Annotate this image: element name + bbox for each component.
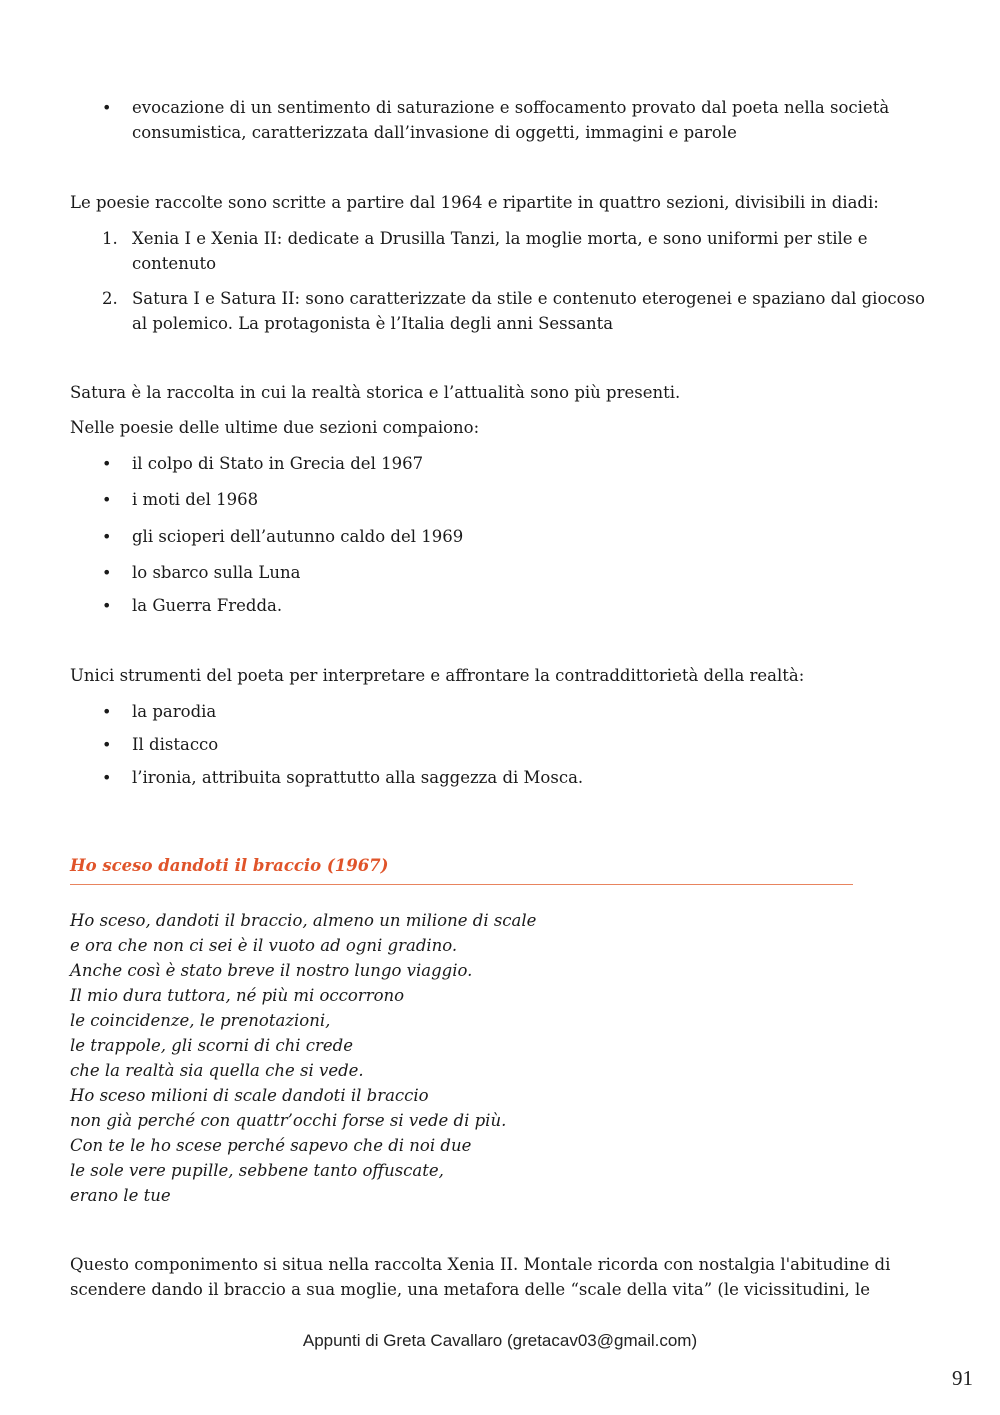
poem-text xyxy=(70,908,536,1208)
tools-bullet-list xyxy=(70,699,930,790)
poem-line: Ho sceso, dandoti il braccio, almeno un milione di scale xyxy=(70,911,537,930)
poem-line: Con te le ho scese perché sapevo che di noi due xyxy=(70,1136,472,1155)
list-item: • la Guerra Fredda. xyxy=(70,593,930,618)
paragraph-sections: Le poesie raccolte sono scritte a partire dal 1964 e ripartite in quattro sezioni, divisibili in diadi: xyxy=(70,193,879,212)
list-item: • evocazione di un sentimento di saturazione e soffocamento provato dal poeta nella società consumistica, caratterizzata dall’invasione di oggetti, immagini e parole xyxy=(70,95,930,145)
list-item: • l’ironia, attribuita soprattutto alla saggezza di Mosca. xyxy=(70,765,930,790)
poem-line: e ora che non ci sei è il vuoto ad ogni gradino. xyxy=(70,936,458,955)
list-number: 1. xyxy=(102,229,118,248)
poem-line: le coincidenze, le prenotazioni, xyxy=(70,1011,331,1030)
paragraph-commento: Questo componimento si situa nella raccolta Xenia II. Montale ricorda con nostalgia l'abitudine di scendere dando il braccio a sua moglie, una metafora delle “scale della vita” (le vicissitudini, le xyxy=(70,1255,891,1299)
paragraph-strumenti: Unici strumenti del poeta per interpretare e affrontare la contraddittorietà della realtà: xyxy=(70,666,805,685)
page-footer: Appunti di Greta Cavallaro (gretacav03@gmail.com) xyxy=(302,1331,698,1350)
poem-line: le trappole, gli scorni di chi crede xyxy=(70,1036,353,1055)
events-bullet-list xyxy=(70,451,930,618)
list-item xyxy=(70,286,930,336)
intro-bullet-list xyxy=(70,95,930,145)
list-item-text: Xenia I e Xenia II: dedicate a Drusilla Tanzi, la moglie morta, e sono uniformi per stile e contenuto xyxy=(132,229,868,273)
paragraph-satura: Satura è la raccolta in cui la realtà storica e l’attualità sono più presenti. xyxy=(70,383,681,402)
list-item-text: Satura I e Satura II: sono caratterizzate da stile e contenuto eterogenei e spaziano dal giocoso al polemico. La protagonista è l’Italia degli anni Sessanta xyxy=(132,289,925,333)
list-item: • gli scioperi dell’autunno caldo del 1969 xyxy=(70,524,930,549)
poem-line: Ho sceso milioni di scale dandoti il braccio xyxy=(70,1086,429,1105)
poem-line: che la realtà sia quella che si vede. xyxy=(70,1061,364,1080)
poem-line: non già perché con quattr’occhi forse si vede di più. xyxy=(70,1111,507,1130)
list-item: • lo sbarco sulla Luna xyxy=(70,560,930,585)
paragraph-nelle-poesie: Nelle poesie delle ultime due sezioni compaiono: xyxy=(70,418,480,437)
poem-line: erano le tue xyxy=(70,1186,171,1205)
poem-line: Anche così è stato breve il nostro lungo viaggio. xyxy=(70,961,473,980)
list-number: 2. xyxy=(102,289,118,308)
list-item: • Il distacco xyxy=(70,732,930,757)
list-item: • il colpo di Stato in Grecia del 1967 xyxy=(70,451,930,476)
poem-title: Ho sceso dandoti il braccio (1967) xyxy=(70,856,389,875)
list-item: • i moti del 1968 xyxy=(70,487,930,512)
poem-line: Il mio dura tuttora, né più mi occorrono xyxy=(70,986,405,1005)
list-item xyxy=(70,226,930,276)
sections-numbered-list xyxy=(70,226,930,336)
page-number: 91 xyxy=(952,1366,973,1390)
poem-line: le sole vere pupille, sebbene tanto offuscate, xyxy=(70,1161,444,1180)
title-divider xyxy=(70,884,853,885)
list-item: • la parodia xyxy=(70,699,930,724)
